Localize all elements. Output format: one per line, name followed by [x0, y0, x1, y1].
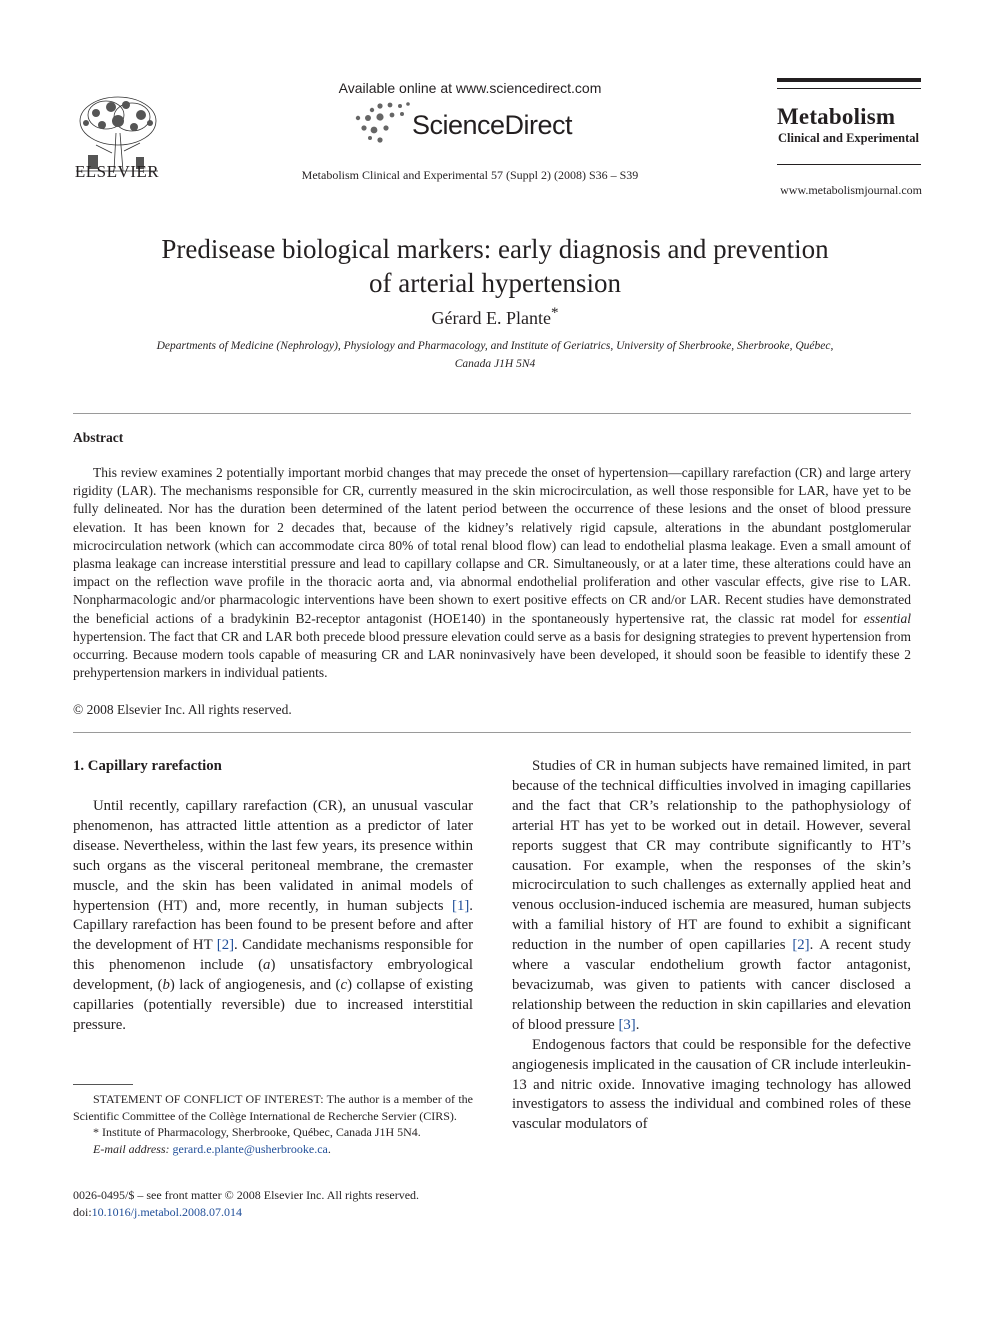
reference-link[interactable]: [2] — [792, 937, 810, 954]
doi-link[interactable]: 10.1016/j.metabol.2008.07.014 — [91, 1205, 242, 1219]
left-column — [73, 797, 473, 1036]
doi-line: doi:10.1016/j.metabol.2008.07.014 — [73, 1205, 242, 1219]
abstract-text-end: hypertension. The fact that CR and LAR both precede blood pressure elevation could serve as a basis for designing strategies to prevent hypertension from occurring. Because modern tools capable of measuring CR and LAR noninvasively have been developed, it should soon be feasible to identify these 2 prehypertension markers in individual patients. — [73, 628, 911, 681]
author — [100, 305, 890, 329]
reference-link[interactable]: [1] — [452, 897, 470, 914]
abstract-text: This review examines 2 potentially important morbid changes that may precede the onset of hypertension—capillary rarefaction (CR) and large artery rigidity (LAR). The mechanisms responsible for CR, currently measured in the skin microcirculation, as well those responsible for LAR, have yet to be fully delineated. Nor has the duration been determined of the latent period between the occurrence of these lesions and the onset of blood pressure elevation. It has been known for 2 decades that, because of the kidney’s relatively rigid capsule, alterations in the abundant postglomerular microcirculation network (which can accommodate circa 80% of total renal blood flow) can lead to endothelial plasma leakage. Even a small amount of plasma leakage can increase interstitial pressure and lead to capillary collapse and CR. Simultaneously, or at a later time, these alterations could have an impact on the reflection wave profile in the thoracic aorta and, via abnormal endothelial proliferation and other vascular effects, give rise to LAR. Nonpharmacologic and/or pharmacologic interventions have been shown to exert positive effects on CR and/or LAR. Recent studies have demonstrated the beneficial actions of a bradykinin B2-receptor antagonist (HOE140) in the spontaneously hypertensive rat, the classic rat model for — [73, 465, 911, 626]
article-title — [100, 232, 890, 300]
journal-url[interactable]: www.metabolismjournal.com — [780, 183, 922, 197]
journal-rule — [777, 88, 921, 89]
journal-subtitle: Clinical and Experimental — [778, 131, 919, 145]
footnotes — [73, 1091, 473, 1157]
journal-citation: Metabolism Clinical and Experimental 57 (Suppl 2) (2008) S36 – S39 — [301, 168, 639, 182]
footnote-rule — [73, 1084, 133, 1085]
right-column — [512, 757, 911, 1135]
publisher-name: ELSEVIER — [74, 162, 160, 181]
divider — [73, 413, 911, 414]
section-heading: 1. Capillary rarefaction — [73, 758, 222, 774]
reference-link[interactable]: [3] — [618, 1016, 636, 1033]
journal-rule — [777, 164, 921, 165]
paragraph: Studies of CR in human subjects have remained limited, in part because of the technical difficulties involved in imaging capillaries and the fact that CR’s relationship to the pathophysiology of arterial HT has yet to be worked out in detail. However, several reports suggest that CR may contribute significantly to HT’s causation. For example, when the responses of the skin’s microcirculation to such challenges as externally applied heat and venous occlusion-induced ischemia are measured, human subjects with a familial history of HT are found to exhibit a significant reduction in the number of open capillaries [2]. A recent study where a vascular endothelium growth factor antagonist, bevacizumab, was given to patients with cancer disclosed a relationship between the reduction in skin capillaries and elevation of blood pressure [3]. — [512, 758, 911, 1033]
corresponding-address: * Institute of Pharmacology, Sherbrooke, Québec, Canada J1H 5N4. — [93, 1125, 421, 1139]
email-label: E-mail address: — [93, 1141, 170, 1156]
journal-rule — [777, 78, 921, 82]
affiliation — [90, 337, 900, 373]
divider — [73, 732, 911, 733]
abstract-heading: Abstract — [73, 430, 124, 445]
corresponding-author-mark[interactable]: * — [550, 305, 559, 321]
abstract-copyright: © 2008 Elsevier Inc. All rights reserved. — [73, 702, 292, 717]
paragraph: Until recently, capillary rarefaction (CR), an unusual vascular phenomenon, has attracted little attention as a predictor of later disease. Nevertheless, within the last few years, its presence within such organs as the visceral peritoneal membrane, the cremaster muscle, and the skin has been validated in animal models of hypertension (HT) and, more recently, in human subjects [1]. Capillary rarefaction has been found to be present before and after the development of HT [2]. Candidate mechanisms responsible for this phenomenon include (a) unsatisfactory embryological development, (b) lack of angiogenesis, and (c) collapse of existing capillaries (potentially reversible) due to increased interstitial pressure. — [73, 798, 474, 1033]
affiliation-line1: Departments of Medicine (Nephrology), Physiology and Pharmacology, and Institute of Geriatrics, University of Sherbrooke, Sherbrooke, Québec, — [156, 340, 834, 352]
journal-name: Metabolism — [777, 104, 896, 129]
author-name: Gérard E. Plante — [431, 308, 551, 328]
abstract-italic: essential — [863, 610, 911, 626]
affiliation-line2: Canada J1H 5N4 — [454, 358, 536, 370]
article-title-line2: of arterial hypertension — [369, 268, 621, 298]
conflict-statement: STATEMENT OF CONFLICT OF INTEREST: The author is a member of the Scientific Committee of the Collège International de Recherche Servier (CIRS). — [73, 1092, 473, 1123]
email-line: E-mail address: gerard.e.plante@usherbrooke.ca. — [93, 1141, 331, 1156]
paragraph: Endogenous factors that could be responsible for the defective angiogenesis implicated in the causation of CR include interleukin-13 and nitric oxide. Innovative imaging technology has allowed investigators to assess the individual and combined roles of these vascular modulators of — [512, 1036, 911, 1133]
email-link[interactable]: gerard.e.plante@usherbrooke.ca — [172, 1141, 328, 1156]
sciencedirect-wordmark: ScienceDirect — [412, 110, 573, 140]
article-title-line1: Predisease biological markers: early diagnosis and prevention — [161, 234, 829, 264]
available-online-text: Available online at www.sciencedirect.com — [338, 80, 602, 96]
issn-line: 0026-0495/$ – see front matter © 2008 Elsevier Inc. All rights reserved. — [73, 1188, 420, 1202]
reference-link[interactable]: [2] — [216, 937, 235, 954]
abstract-body — [73, 464, 911, 682]
front-matter — [73, 1187, 493, 1221]
